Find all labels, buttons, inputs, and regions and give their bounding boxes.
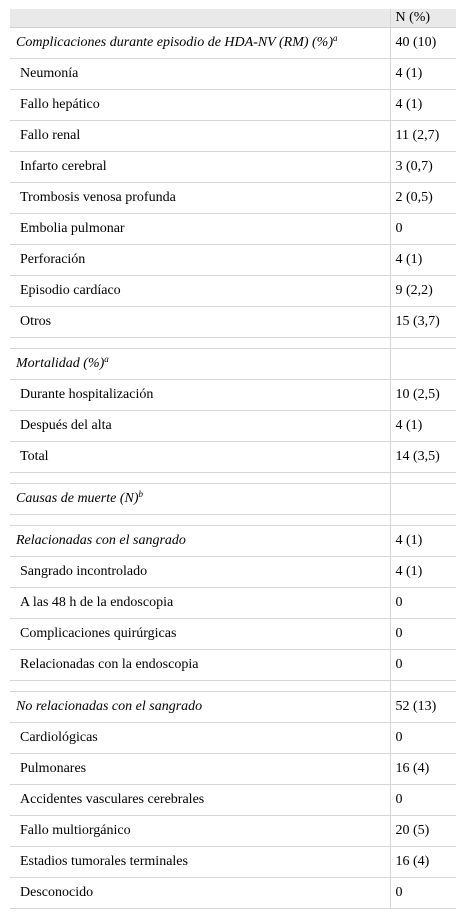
spacer-cell	[390, 681, 456, 692]
table-row	[10, 183, 456, 214]
results-table	[10, 9, 456, 909]
row-label-cell: Cardiológicas	[10, 723, 390, 754]
row-label-cell: Episodio cardíaco	[10, 276, 390, 307]
results-table-container	[10, 9, 456, 909]
row-value-cell: 0	[390, 785, 456, 816]
row-label-cell: Desconocido	[10, 878, 390, 909]
table-row	[10, 816, 456, 847]
table-row	[10, 878, 456, 909]
table-row	[10, 442, 456, 473]
section-header-row	[10, 349, 456, 380]
section-value-cell	[390, 484, 456, 515]
table-row	[10, 214, 456, 245]
row-value-cell: 9 (2,2)	[390, 276, 456, 307]
spacer-cell	[10, 515, 390, 526]
row-value-cell: 16 (4)	[390, 754, 456, 785]
row-label-cell: A las 48 h de la endoscopia	[10, 588, 390, 619]
row-label-cell: Infarto cerebral	[10, 152, 390, 183]
row-label-cell: Otros	[10, 307, 390, 338]
spacer-cell	[10, 338, 390, 349]
row-value-cell: 4 (1)	[390, 557, 456, 588]
row-label-cell: Fallo renal	[10, 121, 390, 152]
section-header-row	[10, 484, 456, 515]
section-title: No relacionadas con el sangrado	[16, 699, 203, 714]
table-row	[10, 557, 456, 588]
section-header-row	[10, 28, 456, 59]
table-row	[10, 59, 456, 90]
section-spacer-row	[10, 515, 456, 526]
table-row	[10, 847, 456, 878]
table-row	[10, 121, 456, 152]
row-value-cell: 15 (3,7)	[390, 307, 456, 338]
spacer-cell	[390, 473, 456, 484]
table-row	[10, 619, 456, 650]
row-value-cell: 0	[390, 588, 456, 619]
spacer-cell	[10, 681, 390, 692]
table-row	[10, 90, 456, 121]
row-label-cell: Neumonía	[10, 59, 390, 90]
table-row	[10, 411, 456, 442]
row-value-cell: 4 (1)	[390, 245, 456, 276]
section-title: Complicaciones durante episodio de HDA-NV (RM) (%)	[16, 35, 334, 50]
table-header-row	[10, 9, 456, 28]
table-row	[10, 152, 456, 183]
table-row	[10, 723, 456, 754]
table-row	[10, 307, 456, 338]
table-row	[10, 245, 456, 276]
row-value-cell: 0	[390, 619, 456, 650]
row-label-cell: Perforación	[10, 245, 390, 276]
row-value-cell: 11 (2,7)	[390, 121, 456, 152]
row-value-cell: 0	[390, 650, 456, 681]
row-value-cell: 2 (0,5)	[390, 183, 456, 214]
row-label-cell: Estadios tumorales terminales	[10, 847, 390, 878]
row-label-cell: Fallo multiorgánico	[10, 816, 390, 847]
row-value-cell: 20 (5)	[390, 816, 456, 847]
row-label-cell: Durante hospitalización	[10, 380, 390, 411]
row-label-cell: Trombosis venosa profunda	[10, 183, 390, 214]
section-title-cell	[10, 28, 390, 59]
footnote-marker: a	[333, 33, 338, 43]
table-row	[10, 650, 456, 681]
section-value-cell	[390, 349, 456, 380]
table-row	[10, 754, 456, 785]
row-value-cell: 0	[390, 878, 456, 909]
section-value-cell: 4 (1)	[390, 526, 456, 557]
section-spacer-row	[10, 681, 456, 692]
section-title-cell	[10, 349, 390, 380]
section-spacer-row	[10, 473, 456, 484]
section-title-cell	[10, 692, 390, 723]
row-value-cell: 0	[390, 723, 456, 754]
section-value-cell: 40 (10)	[390, 28, 456, 59]
row-value-cell: 4 (1)	[390, 59, 456, 90]
header-label-cell	[10, 9, 390, 28]
section-value-cell: 52 (13)	[390, 692, 456, 723]
section-title-cell	[10, 484, 390, 515]
row-label-cell: Total	[10, 442, 390, 473]
row-label-cell: Fallo hepático	[10, 90, 390, 121]
section-header-row	[10, 526, 456, 557]
spacer-cell	[10, 473, 390, 484]
section-title: Causas de muerte (N)	[16, 491, 139, 506]
table-row	[10, 785, 456, 816]
row-label-cell: Sangrado incontrolado	[10, 557, 390, 588]
table-row	[10, 380, 456, 411]
row-label-cell: Accidentes vasculares cerebrales	[10, 785, 390, 816]
header-value-cell: N (%)	[390, 9, 456, 28]
row-label-cell: Embolia pulmonar	[10, 214, 390, 245]
row-label-cell: Después del alta	[10, 411, 390, 442]
row-label-cell: Relacionadas con la endoscopia	[10, 650, 390, 681]
row-value-cell: 16 (4)	[390, 847, 456, 878]
spacer-cell	[390, 338, 456, 349]
row-label-cell: Complicaciones quirúrgicas	[10, 619, 390, 650]
row-value-cell: 0	[390, 214, 456, 245]
spacer-cell	[390, 515, 456, 526]
section-header-row	[10, 692, 456, 723]
row-label-cell: Pulmonares	[10, 754, 390, 785]
section-spacer-row	[10, 338, 456, 349]
table-row	[10, 588, 456, 619]
row-value-cell: 4 (1)	[390, 411, 456, 442]
section-title: Mortalidad (%)	[16, 356, 105, 371]
section-title: Relacionadas con el sangrado	[16, 533, 186, 548]
row-value-cell: 14 (3,5)	[390, 442, 456, 473]
table-row	[10, 276, 456, 307]
footnote-marker: a	[104, 354, 109, 364]
section-title-cell	[10, 526, 390, 557]
row-value-cell: 10 (2,5)	[390, 380, 456, 411]
row-value-cell: 4 (1)	[390, 90, 456, 121]
footnote-marker: b	[138, 489, 143, 499]
row-value-cell: 3 (0,7)	[390, 152, 456, 183]
